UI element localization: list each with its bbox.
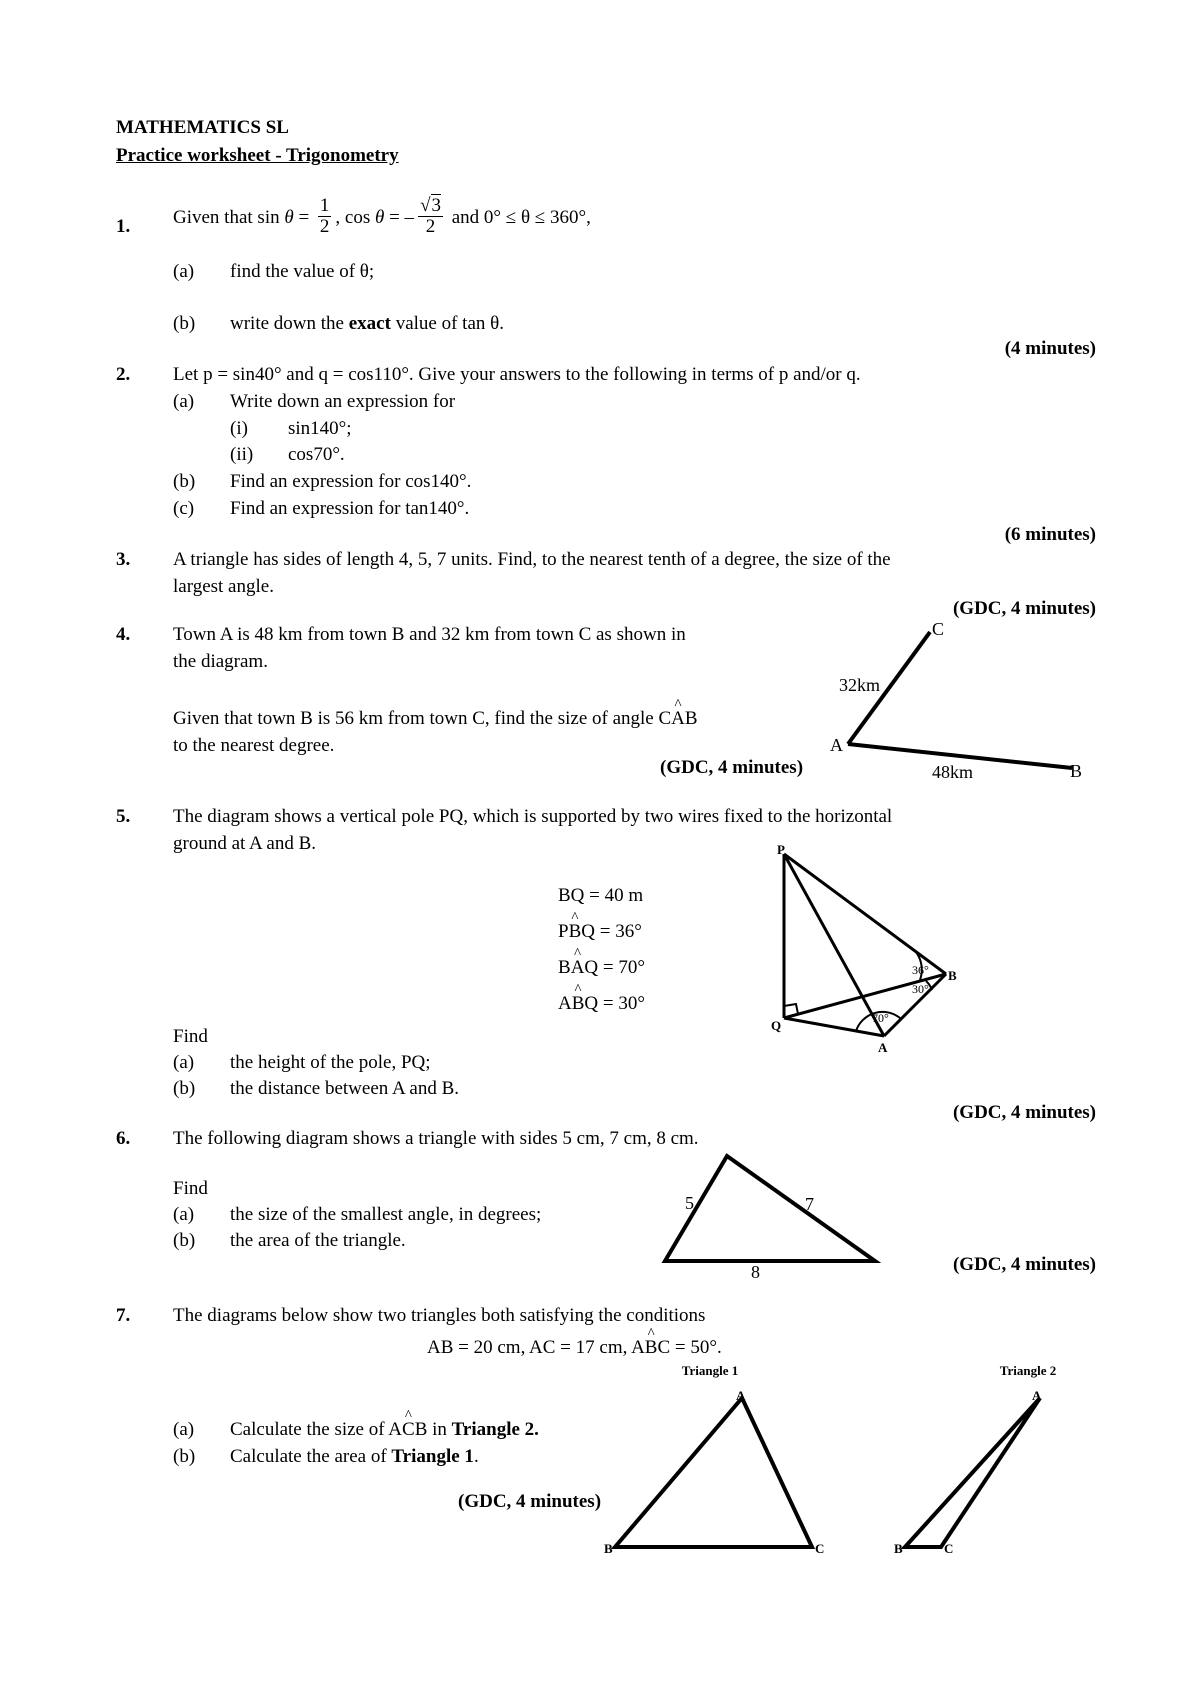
q5-angle-30: 30° <box>912 982 929 996</box>
q5-a-label: (a) <box>173 1052 195 1073</box>
q5-label-a: A <box>878 1040 888 1055</box>
q1-root-fraction: $\frac{√3}{2}$ <box>420 195 441 237</box>
q6-side-7: 7 <box>805 1194 814 1214</box>
q1-b-text: write down the exact value of tan θ. <box>230 313 504 334</box>
q7-tri1-label-c: C <box>815 1541 825 1556</box>
q2-b-label: (b) <box>173 471 196 492</box>
q6-number: 6. <box>116 1128 131 1149</box>
q6-b-label: (b) <box>173 1230 196 1251</box>
q7-diagrams <box>600 1360 1100 1560</box>
q2-ii-text: cos70°. <box>288 444 345 465</box>
q5-ground-qb <box>784 974 946 1018</box>
q5-number: 5. <box>116 806 131 827</box>
q7-triangle2 <box>905 1398 1040 1547</box>
q7-tri1-label-a: A <box>736 1388 746 1403</box>
q4-diagram <box>820 615 1100 785</box>
q5-given-baq: B^ AQ = 70° <box>558 958 645 977</box>
q3-line2: largest angle. <box>173 576 274 597</box>
q5-wire-pb <box>784 854 946 974</box>
q6-diagram <box>655 1150 895 1280</box>
q3-number: 3. <box>116 549 131 570</box>
q5-b-label: (b) <box>173 1078 196 1099</box>
q7-tri2-label-a: A <box>1032 1388 1042 1403</box>
q5-diagram <box>760 840 980 1060</box>
q1-time: (4 minutes) <box>1004 338 1096 359</box>
q2-text: Let p = sin40° and q = cos110°. Give your answers to the following in terms of p and/or q. <box>173 364 861 385</box>
q7-tri2-label-c: C <box>944 1541 954 1556</box>
q5-time: (GDC, 4 minutes) <box>952 1102 1096 1123</box>
q5-given-abq: A^ BQ = 30° <box>558 994 645 1013</box>
q5-label-b: B <box>948 968 957 983</box>
q6-a-label: (a) <box>173 1204 195 1225</box>
q5-right-angle <box>784 1004 798 1014</box>
q6-side-5: 5 <box>685 1193 694 1213</box>
q1-number: 1. <box>116 216 131 237</box>
q5-label-q: Q <box>771 1018 782 1033</box>
q6-side-8: 8 <box>751 1262 760 1280</box>
q6-find: Find <box>173 1178 208 1199</box>
q7-b-text: Calculate the area of Triangle 1. <box>230 1446 479 1467</box>
q6-b-text: the area of the triangle. <box>230 1230 406 1251</box>
q4-line2: the diagram. <box>173 651 268 672</box>
q5-ground-qa <box>784 1018 884 1036</box>
q4-time: (GDC, 4 minutes) <box>660 757 804 778</box>
q7-tri2-label-b: B <box>894 1541 903 1556</box>
q5-a-text: the height of the pole, PQ; <box>230 1052 431 1073</box>
q4-line4: to the nearest degree. <box>173 735 335 756</box>
q4-side-ab-label: 48km <box>932 762 974 782</box>
q2-i-text: sin140°; <box>288 418 352 439</box>
q5-b-text: the distance between A and B. <box>230 1078 459 1099</box>
q7-tri1-label-b: B <box>604 1541 613 1556</box>
q4-line1: Town A is 48 km from town B and 32 km from town C as shown in <box>173 624 686 645</box>
q5-line2: ground at A and B. <box>173 833 317 854</box>
q1-a-text: find the value of θ; <box>230 261 375 282</box>
q1-half-fraction: $\frac{1}{2}$ <box>319 195 330 237</box>
q2-b-text: Find an expression for cos140°. <box>230 471 472 492</box>
q7-triangle1 <box>615 1398 812 1547</box>
q4-label-a: A <box>830 735 843 755</box>
q2-time: (6 minutes) <box>1004 524 1096 545</box>
q4-number: 4. <box>116 624 131 645</box>
q4-label-c: C <box>932 619 945 639</box>
q1-a-label: (a) <box>173 261 195 282</box>
q6-line1: The following diagram shows a triangle with sides 5 cm, 7 cm, 8 cm. <box>173 1128 699 1149</box>
q1-statement: Given that sin θ = $\frac{1}{2}$ , cos θ = – $\frac{√3}{2}$ and 0° ≤ θ ≤ 360°, <box>173 195 591 237</box>
q5-wire-pa <box>784 854 884 1036</box>
q5-angle-70: 70° <box>872 1011 889 1025</box>
q6-triangle <box>665 1156 875 1261</box>
q7-time: (GDC, 4 minutes) <box>458 1491 602 1512</box>
q7-triangle1-title: Triangle 1 <box>681 1363 739 1378</box>
q4-line3: Given that town B is 56 km from town C, find the size of angle C^ AB <box>173 709 698 728</box>
q5-label-p: P <box>777 842 785 857</box>
q7-a-text: Calculate the size of A^ CB in Triangle 2. <box>230 1420 539 1439</box>
q6-time: (GDC, 4 minutes) <box>952 1254 1096 1275</box>
page-title: MATHEMATICS SL <box>116 117 289 138</box>
q5-given-pbq: P^ BQ = 36° <box>558 922 642 941</box>
q5-given-bq: BQ = 40 m <box>558 885 644 906</box>
q5-line1: The diagram shows a vertical pole PQ, which is supported by two wires fixed to the horizontal <box>173 806 893 827</box>
q4-label-b: B <box>1070 761 1083 781</box>
q7-b-label: (b) <box>173 1446 196 1467</box>
page-subtitle: Practice worksheet - Trigonometry <box>116 145 399 166</box>
q3-line1: A triangle has sides of length 4, 5, 7 units. Find, to the nearest tenth of a degree, the size of the <box>173 549 891 570</box>
q7-a-label: (a) <box>173 1419 195 1440</box>
q2-c-text: Find an expression for tan140°. <box>230 498 470 519</box>
q2-i-label: (i) <box>230 418 248 439</box>
q2-a-label: (a) <box>173 391 195 412</box>
q4-side-ac-label: 32km <box>839 675 881 695</box>
q1-b-label: (b) <box>173 313 196 334</box>
q5-angle-36: 36° <box>912 963 929 977</box>
q7-conditions: AB = 20 cm, AC = 17 cm, A^ BC = 50°. <box>427 1338 722 1357</box>
q2-a-text: Write down an expression for <box>230 391 456 412</box>
q2-ii-label: (ii) <box>230 444 254 465</box>
q2-c-label: (c) <box>173 498 195 519</box>
q7-number: 7. <box>116 1305 131 1326</box>
q7-triangle2-title: Triangle 2 <box>999 1363 1057 1378</box>
q3-time: (GDC, 4 minutes) <box>952 598 1096 619</box>
q7-line1: The diagrams below show two triangles both satisfying the conditions <box>173 1305 706 1326</box>
q2-number: 2. <box>116 364 131 385</box>
q6-a-text: the size of the smallest angle, in degrees; <box>230 1204 542 1225</box>
q5-find: Find <box>173 1026 208 1047</box>
